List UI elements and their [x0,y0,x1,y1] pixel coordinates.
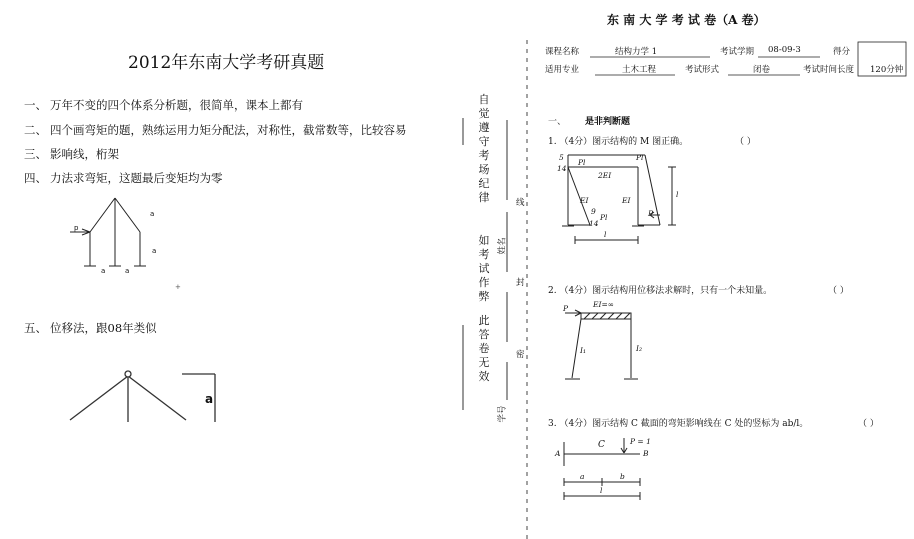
item-text: 四个画弯矩的题，熟练运用力矩分配法，对称性，截常数等，比较容易 [50,123,407,137]
form-label: 考试形式 [685,65,720,75]
support-b-label: B [643,449,649,458]
moment-value: 14 [557,164,567,173]
item-text: 万年不变的四个体系分析题，很简单，课本上都有 [50,98,303,112]
dimension-label: a [101,267,106,275]
load-label: P [648,209,654,218]
support-a-label: A [555,449,561,458]
item-text: 力法求弯矩，这题最后变矩均为零 [50,171,223,185]
term-label: 考试学期 [720,47,755,57]
inertia-label: I₁ [580,346,586,355]
item-number: 二、 [24,123,47,137]
dimension-label: a [125,267,130,275]
course-value: 结构力学 1 [615,47,658,57]
stiffness-label: 2EI [598,171,612,180]
course-label: 课程名称 [545,47,580,57]
moment-value: 9 [591,207,596,216]
name-label: 姓名 [497,237,508,255]
major-value: 土木工程 [622,65,657,75]
item-number: 一、 [24,98,47,112]
question-text: 3. （4分）图示结构 C 截面的弯矩影响线在 C 处的竖标为 ab/l。 [548,419,809,429]
moment-value: 5 [559,153,564,162]
load-label: P = 1 [630,437,651,446]
moment-label: Pl [578,158,586,167]
section-number: 一、 [548,117,567,127]
load-label: P [563,304,569,313]
question-text: 1. （4分）图示结构的 M 图正确。 [548,137,689,147]
inertia-label: I₂ [636,344,642,353]
moment-label: Pl [600,213,608,222]
dimension-label: a [152,247,157,255]
binding-seal-label: 封 [516,278,525,288]
time-label: 考试时间长度 [803,65,855,75]
item-number: 五、 [24,321,47,335]
item-text: 影响线，桁架 [50,147,119,161]
form-value: 闭卷 [753,65,771,75]
dimension-label: l [604,230,607,239]
svg-text:+: + [175,283,181,291]
term-value: 08-09-3 [768,45,801,55]
load-label: p [74,224,79,232]
exam-notice-bottom: 如 考 试 作 弊 此 答 卷 无 效 [478,234,490,383]
dimension-label: l [600,486,603,495]
item-text: 位移法，跟08年类似 [50,321,157,335]
dimension-label: a [205,392,214,406]
exam-notice-top: 自 觉 遵 守 考 场 纪 律 [478,93,490,204]
item-number: 四、 [24,171,47,185]
answer-blank[interactable]: （ ） [828,286,849,296]
item-number: 三、 [24,147,47,161]
section-title: 是非判断题 [585,117,631,127]
dimension-label: b [620,472,625,481]
dimension-label: a [150,210,155,218]
moment-label: Pl [636,153,644,162]
binding-secret-label: 密 [516,350,525,360]
moment-value: 14 [589,219,599,228]
section-point-label: C [598,440,605,450]
time-value: 120分钟 [870,65,904,75]
major-label: 适用专业 [545,65,580,75]
exam-title: 东 南 大 学 考 试 卷（A 卷） [607,13,766,27]
binding-line-label: 线 [516,198,525,208]
stiffness-label: EI [580,196,589,205]
answer-blank[interactable]: （ ） [735,137,756,147]
score-label: 得分 [833,47,851,57]
question-text: 2. （4分）图示结构用位移法求解时，只有一个未知量。 [548,286,773,296]
stiffness-label: EI=∞ [593,300,614,309]
page-title: 2012年东南大学考研真题 [128,53,325,73]
student-id-label: 学号 [497,405,508,423]
stiffness-label: EI [622,196,631,205]
answer-blank[interactable]: （ ） [858,419,879,429]
dimension-label: a [580,472,585,481]
dimension-label: l [676,190,679,199]
